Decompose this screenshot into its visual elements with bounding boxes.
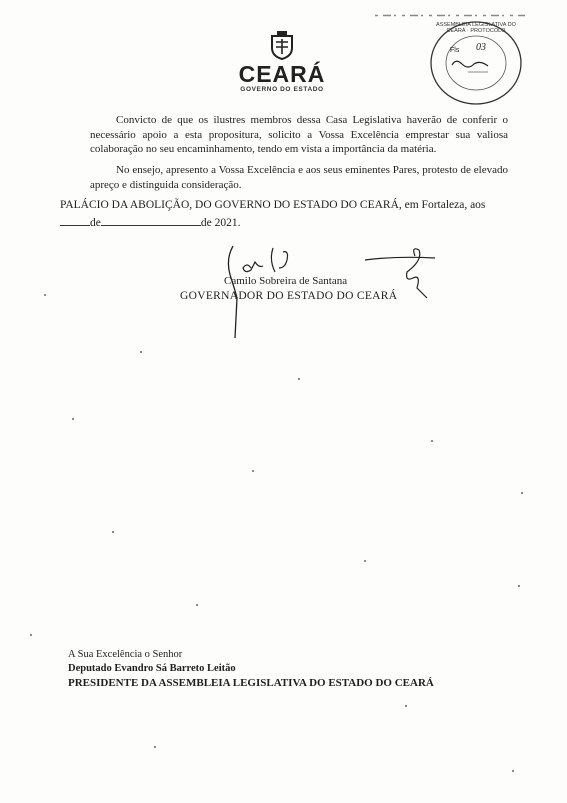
scan-marks-top xyxy=(375,4,525,7)
stamp-fls-value: 03 xyxy=(476,42,486,53)
palacio-de-2: de 2021. xyxy=(200,217,241,229)
signatory-title: GOVERNADOR DO ESTADO DO CEARÁ xyxy=(180,290,398,302)
palacio-date-line xyxy=(60,214,360,231)
addressee-line-1: A Sua Excelência o Senhor xyxy=(68,649,183,660)
logo-wordmark: CEARÁ xyxy=(238,61,326,87)
addressee-line-3: PRESIDENTE DA ASSEMBLEIA LEGISLATIVA DO ESTADO DO CEARÁ xyxy=(68,677,434,689)
body-paragraph-1 xyxy=(90,113,508,157)
signatory-name: Camilo Sobreira de Santana xyxy=(224,275,348,287)
stamp-text: ASSEMBLEIA LEGISLATIVA DO CEARÁ · PROTOCOLO xyxy=(436,22,516,34)
stamp-fls-label: Fls xyxy=(450,47,460,54)
palacio-line xyxy=(60,198,520,213)
coat-of-arms-icon xyxy=(269,30,295,60)
palacio-de-1: de xyxy=(90,217,101,229)
protocol-stamp xyxy=(428,20,524,106)
logo-subtitle: GOVERNO DO ESTADO xyxy=(240,86,324,93)
paragraph-1-text: Convicto de que os ilustres membros dessa Casa Legislativa haverão de conferir o necessário apoio a esta propositura, solicito a Vossa Excelência emprestar sua valiosa colaboração no seu encaminhamento, tendo em vista a importância da matéria. xyxy=(90,114,508,155)
paragraph-2-text: No ensejo, apresento a Vossa Excelência e aos seus eminentes Pares, protesto de elevado apreço e distinguida consideração. xyxy=(90,164,508,191)
government-logo xyxy=(232,30,332,93)
body-paragraph-2 xyxy=(90,163,508,192)
addressee-line-2: Deputado Evandro Sá Barreto Leitão xyxy=(68,663,236,674)
palacio-text: PALÁCIO DA ABOLIÇÃO, DO GOVERNO DO ESTADO DO CEARÁ, em Fortaleza, aos xyxy=(60,199,486,211)
